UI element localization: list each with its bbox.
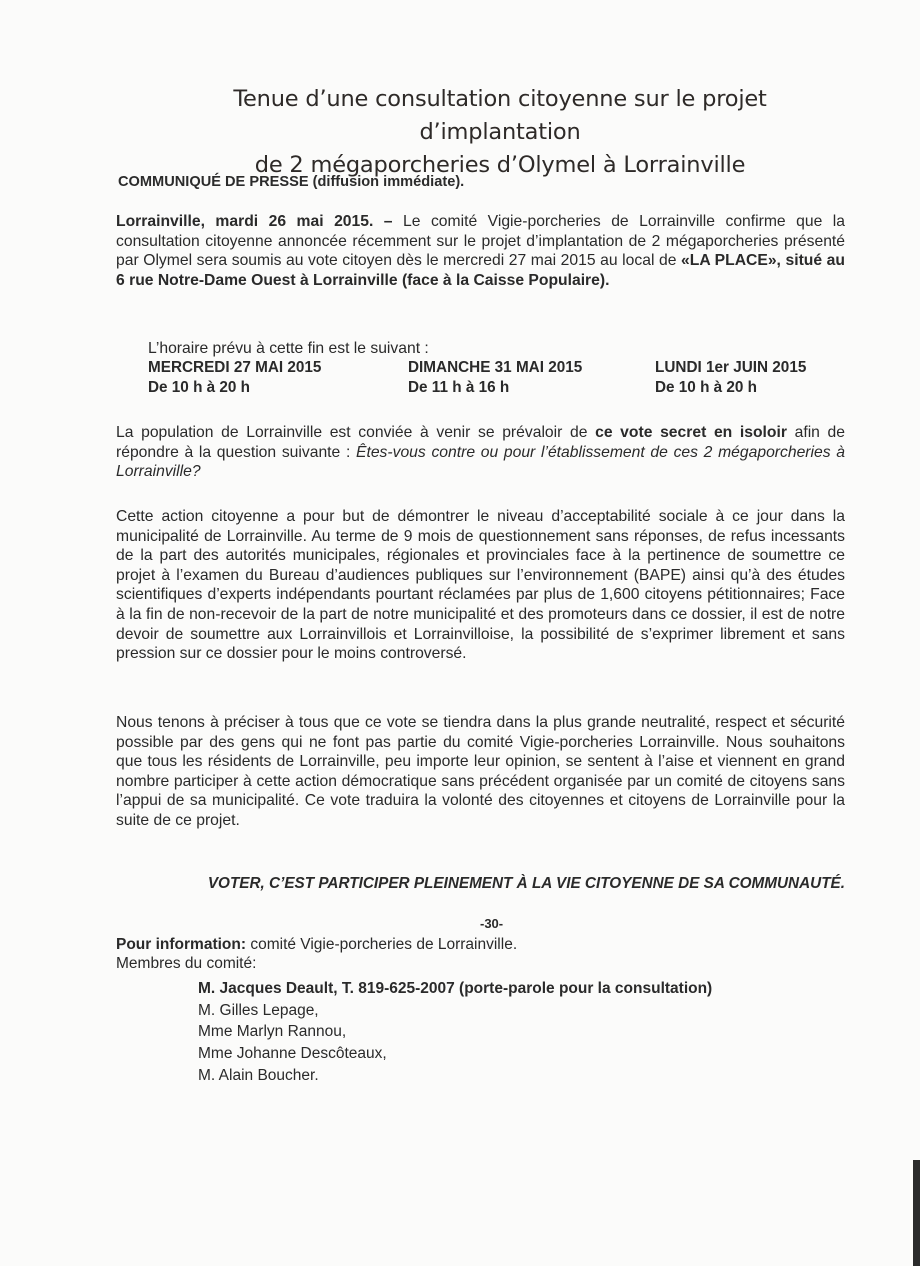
communique-label: COMMUNIQUÉ DE PRESSE — [118, 174, 309, 190]
slogan: VOTER, C’EST PARTICIPER PLEINEMENT À LA VIE CITOYENNE DE SA COMMUNAUTÉ. — [207, 875, 845, 892]
info-text: comité Vigie-porcheries de Lorrainville. — [246, 936, 518, 953]
dateline: Lorrainville, mardi 26 mai 2015. – — [116, 213, 393, 230]
population-question: Êtes-vous contre ou pour l’établissement de ces 2 mégaporcheries à Lorrainville? — [116, 443, 846, 481]
info-label: Pour information: — [116, 936, 247, 953]
members-label: Membres du comité: — [116, 955, 257, 972]
population-paragraph — [116, 423, 845, 482]
member-spokesperson: M. Jacques Deault, T. 819-625-2007 (porte-parole pour la consultation) — [198, 980, 713, 997]
contact-info — [116, 935, 517, 955]
population-bold: ce vote secret en isoloir — [595, 424, 787, 441]
action-paragraph: Cette action citoyenne a pour but de démontrer le niveau d’acceptabilité sociale à ce jour dans la municipalité de Lorrainville. Au terme de 9 mois de questionnement sans réponses, de refus incessants de la part des autorités municipales, régionales et provinciales face à la pertinence de soumettre ce projet à l’examen du Bureau d’audiences publiques sur l’environnement (BAPE) ainsi qu’à des études scientifiques d’experts indépendants pourtant réclamées par plus de 1,600 citoyens pétitionnaires; Face à la fin de non-recevoir de la part de notre municipalité et des promoteurs dans ce dossier, il est de notre devoir de soumettre aux Lorrainvillois et Lorrainvilloise, la possibilité de s’exprimer librement et sans pression sur ce dossier pour le moins controversé. — [116, 508, 845, 663]
document-title — [150, 83, 850, 182]
member-item: Mme Marlyn Rannou, — [198, 1023, 347, 1041]
title-line-1: Tenue d’une consultation citoyenne sur le projet d’implantation — [233, 86, 767, 145]
member-item: M. Alain Boucher. — [198, 1066, 319, 1084]
population-text-1: La population de Lorrainville est conviée à venir se prévaloir de — [116, 424, 596, 441]
schedule-hours: De 10 h à 20 h — [148, 379, 251, 396]
schedule-intro: L’horaire prévu à cette fin est le suivant : — [148, 340, 429, 357]
neutrality-paragraph: Nous tenons à préciser à tous que ce vote se tiendra dans la plus grande neutralité, respect et sécurité possible par des gens qui ne font pas partie du comité Vigie-porcheries Lorrainville. Nous souhaitons que tous les résidents de Lorrainville, peu importe leur opinion, se sentent à l’aise et viennent en grand nombre participer à cette action démocratique sans précédent organisée par un comité de citoyens sans l’appui de sa municipalité. Ce vote traduira la volonté des citoyennes et citoyens de Lorrainville pour la suite de ce projet. — [116, 714, 845, 829]
scan-edge-bar — [913, 1160, 920, 1266]
member-item: Mme Johanne Descôteaux, — [198, 1045, 387, 1063]
schedule-day-label: LUNDI 1er JUIN 2015 — [655, 359, 807, 376]
schedule-hours: De 11 h à 16 h — [408, 379, 510, 396]
intro-text: Le comité Vigie-porcheries de Lorrainville confirme que la consultation citoyenne annoncée récemment sur le projet d’implantation de 2 mégaporcheries présenté par Olymel sera soumis au vote citoyen dès le mercredi 27 mai 2015 au local de — [116, 213, 845, 270]
schedule-day-2 — [408, 358, 582, 398]
title-line-2: de 2 mégaporcheries d’Olymel à Lorrainville — [254, 152, 746, 178]
intro-place: «LA PLACE», situé au 6 rue Notre-Dame Ouest à Lorrainville (face à la Caisse Populaire). — [116, 252, 845, 289]
members-list — [198, 978, 712, 1087]
schedule-day-label: MERCREDI 27 MAI 2015 — [148, 359, 322, 376]
end-mark: -30- — [480, 916, 504, 931]
population-text-2: afin de répondre à la question suivante : — [116, 424, 845, 461]
schedule-day-label: DIMANCHE 31 MAI 2015 — [408, 359, 583, 376]
communique-note: (diffusion immédiate). — [308, 174, 465, 190]
intro-paragraph — [116, 212, 845, 290]
schedule-hours: De 10 h à 20 h — [655, 379, 758, 396]
schedule-day-3 — [655, 358, 806, 398]
communique-header — [118, 174, 464, 190]
schedule-day-1 — [148, 358, 321, 398]
member-item: M. Gilles Lepage, — [198, 1001, 319, 1019]
